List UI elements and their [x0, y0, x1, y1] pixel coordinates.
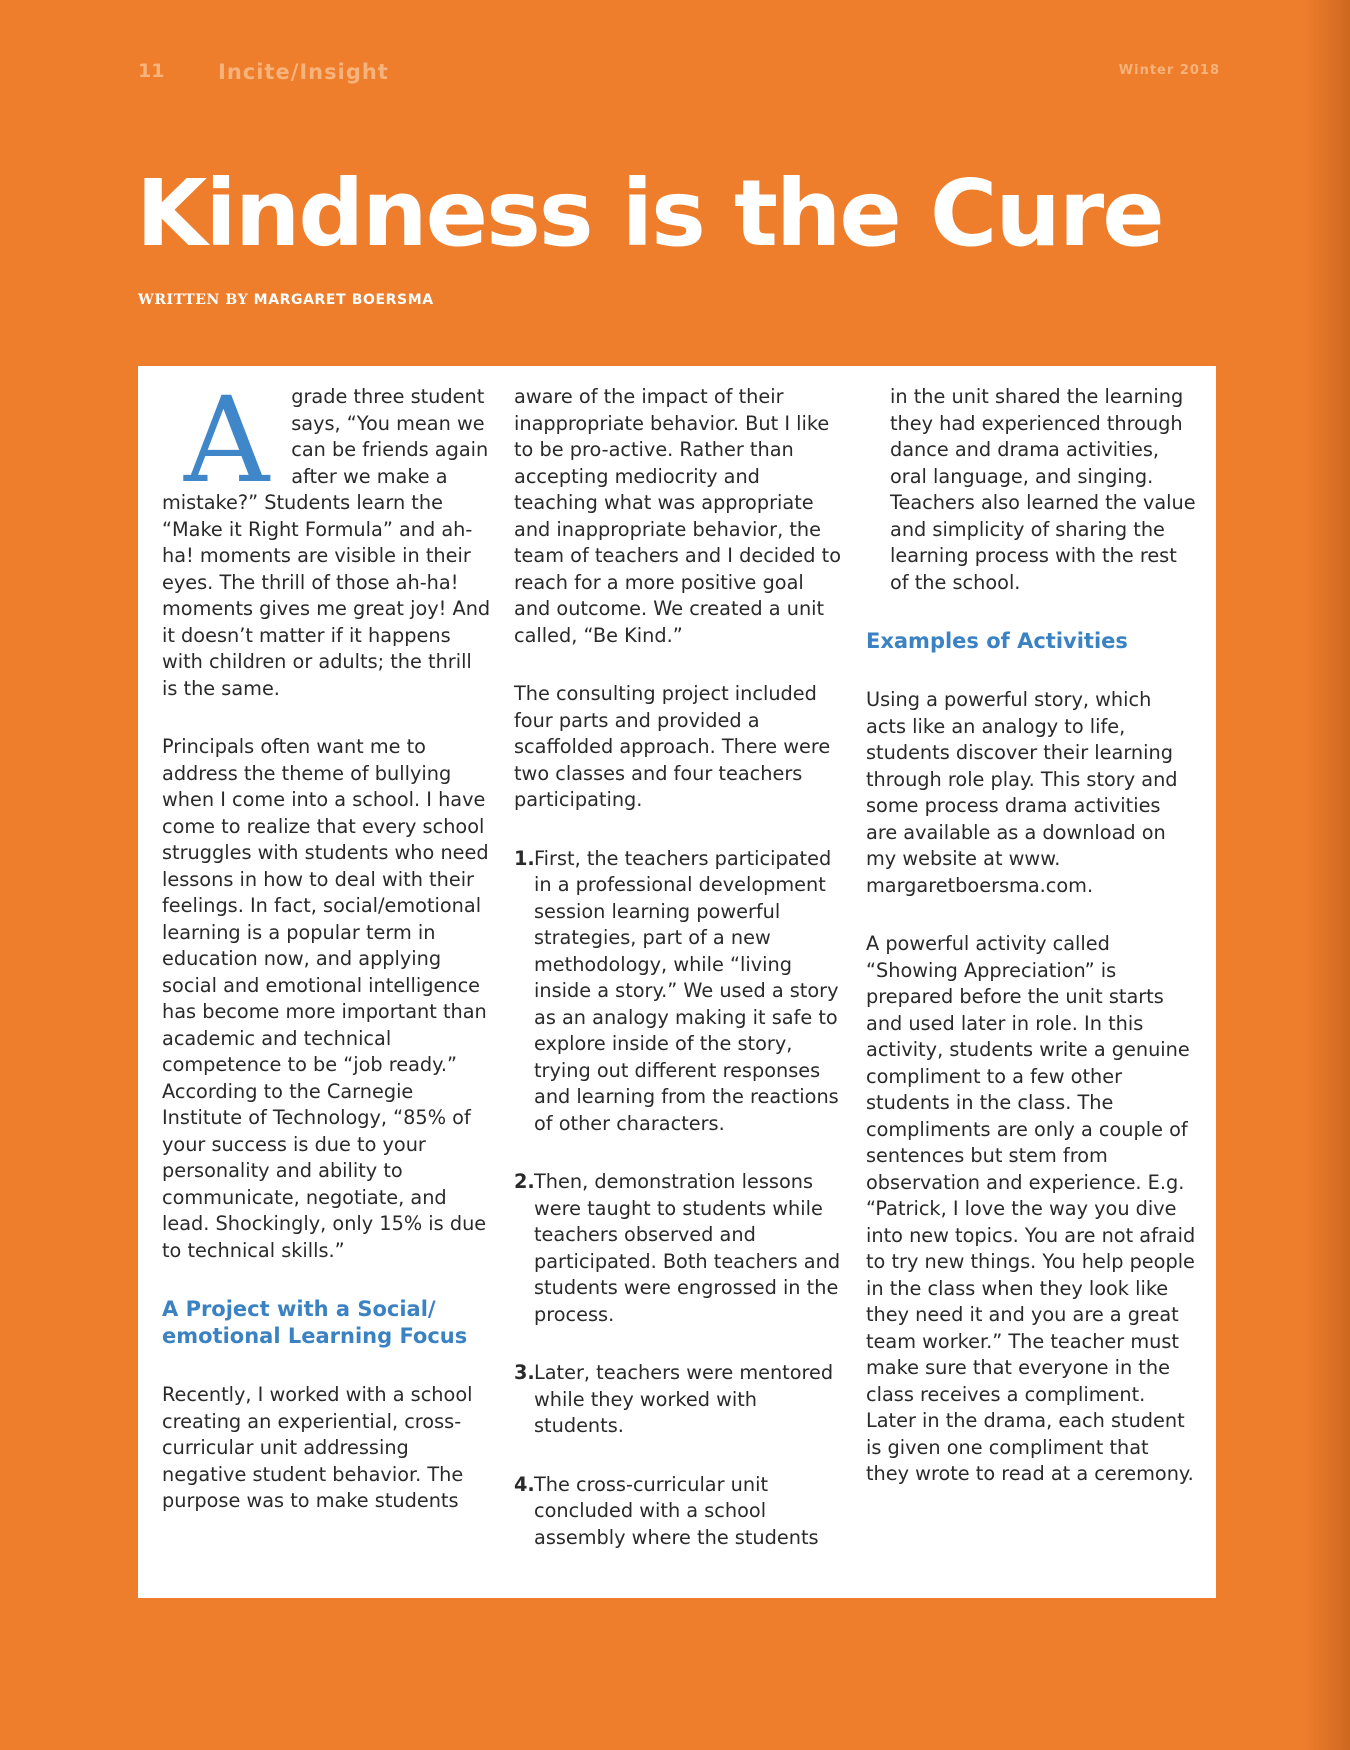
column-2: [514, 384, 846, 1583]
list-item: [514, 1169, 846, 1328]
list-number: 2.: [514, 1170, 535, 1193]
paragraph: Principals often want me to address the theme of bullying when I come into a school. I have come to realize that every school struggles with students who need lessons in how to deal with their feelings. In fact, social/emotional learning is a popular term in education now, and applying social and emotional intelligence has become more important than academic and technical competence to be “job ready.” According to the Carnegie Institute of Technology, “85% of your success is due to your personality and ability to communicate, negotiate, and lead. Shockingly, only 15% is due to technical skills.”: [162, 735, 489, 1262]
magazine-name: Incite/Insight: [218, 60, 389, 84]
paragraph: Using a powerful story, which acts like an analogy to life, students discover their learning through role play. This story and some process drama activities are available as a download on my website at www. margaretboersma.com.: [866, 688, 1178, 897]
column-3: [866, 384, 1196, 1520]
list-item: [514, 1360, 846, 1440]
list-number: 3.: [514, 1361, 535, 1384]
issue-date: Winter 2018: [1118, 63, 1220, 78]
paragraph: aware of the impact of their inappropriate behavior. But I like to be pro-active. Rather than accepting mediocrity and teaching what was appropriate and inappropriate behavior, the team of teachers and I decided to reach for a more positive goal and outcome. We created a unit called, “Be Kind.”: [514, 385, 841, 647]
author-name: MARGARET BOERSMA: [253, 292, 434, 308]
paragraph: in the unit shared the learning they had experienced through dance and drama activities, oral language, and singing. Teachers also learned the value and simplicity of sharing the learning process with the rest of the school.: [890, 385, 1196, 594]
column-1: [162, 371, 492, 1547]
list-item: [514, 846, 846, 1138]
list-number: 4.: [514, 1472, 535, 1496]
article-body-panel: [138, 366, 1216, 1598]
list-text: The cross-curricular unit concluded with a school assembly where the students: [534, 1472, 819, 1549]
paragraph: [162, 371, 492, 702]
page-edge-shadow: [1305, 0, 1350, 1750]
byline-prefix: WRITTEN BY: [138, 292, 249, 308]
byline: [138, 292, 434, 308]
page-number: 11: [138, 60, 165, 82]
section-heading: A Project with a Social/ emotional Learning Focus: [162, 1297, 468, 1348]
running-header: [138, 60, 1220, 90]
list-item: [514, 1472, 846, 1552]
article-title: Kindness is the Cure: [136, 160, 1163, 267]
list-text: Later, teachers were mentored while they worked with students.: [534, 1361, 834, 1437]
paragraph: A powerful activity called “Showing Appreciation” is prepared before the unit starts and used later in role. In this activity, students write a genuine compliment to a few other students in the class. The compliments are only a couple of sentences but stem from observation and experience. E.g. “Patrick, I love the way you dive into new topics. You are not afraid to try new things. You help people in the class when they look like they need it and you are a great team worker.” The teacher must make sure that everyone in the class receives a compliment. Later in the drama, each student is given one compliment that they wrote to read at a ceremony.: [866, 932, 1196, 1485]
section-heading: Examples of Activities: [866, 629, 1128, 653]
paragraph: The consulting project included four parts and provided a scaffolded approach. There were two classes and four teachers participating.: [514, 682, 831, 811]
paragraph: Recently, I worked with a school creating an experiential, cross-curricular unit addressing negative student behavior. The purpose was to make students: [162, 1383, 473, 1512]
paragraph-text: grade three student says, “You mean we can be friends again after we make a mistake?” Students learn the “Make it Right Formula” and ah-ha! moments are visible in their eyes. The thrill of those ah-ha! moments gives me great joy! And it doesn’t matter if it happens with children or adults; the thrill is the same.: [162, 385, 491, 700]
list-text: First, the teachers participated in a professional development session learning powerful strategies, part of a new methodology, while “living inside a story.” We used a story as an analogy making it safe to explore inside of the story, trying out different responses and learning from the reactions of other characters.: [534, 846, 839, 1135]
list-text: Then, demonstration lessons were taught to students while teachers observed and participated. Both teachers and students were engrossed in the process.: [534, 1170, 841, 1326]
list-number: 1.: [514, 846, 535, 870]
drop-cap: A: [184, 371, 270, 509]
